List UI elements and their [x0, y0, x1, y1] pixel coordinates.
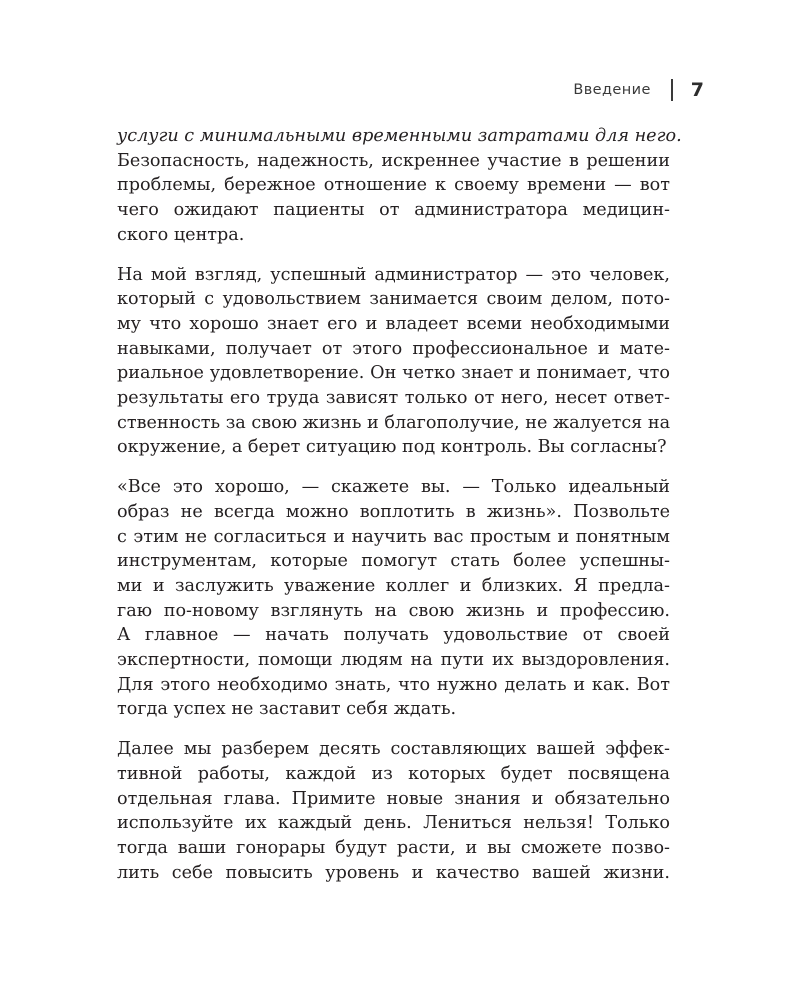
- text-line: чего ожидают пациенты от администратора медицин-: [117, 200, 670, 221]
- text-line: ми и заслужить уважение коллег и близких. Я предла-: [117, 575, 670, 596]
- text-line: риальное удовлетворение. Он четко знает и понимает, что: [117, 363, 670, 384]
- text-line: тогда успех не заставит себя ждать.: [117, 699, 457, 720]
- text-line: навыками, получает от этого профессиональное и мате-: [117, 338, 670, 359]
- text-line: му что хорошо знает его и владеет всеми необходимыми: [117, 313, 670, 334]
- header-divider: [671, 79, 673, 101]
- text-line: образ не всегда можно воплотить в жизнь». Позвольте: [117, 501, 670, 522]
- text-line: гаю по-новому взглянуть на свою жизнь и профессию.: [117, 600, 670, 621]
- text-line: Для этого необходимо знать, что нужно делать и как. Вот: [117, 674, 670, 695]
- running-header: [573, 76, 704, 104]
- text-line: «Все это хорошо, — скажете вы. — Только идеальный: [117, 477, 670, 498]
- text-line: используйте их каждый день. Лениться нельзя! Только: [117, 813, 670, 834]
- text-line: который с удовольствием занимается своим делом, пото-: [117, 289, 670, 310]
- page-number: 7: [690, 79, 704, 101]
- paragraph-1: [117, 124, 682, 248]
- text-line: инструментам, которые помогут стать более успешны-: [117, 551, 670, 572]
- text-line: услуги с минимальными временными затратами для него.: [117, 126, 682, 146]
- text-line: ственность за свою жизнь и благополучие, не жалуется на: [117, 412, 671, 433]
- text-line: лить себе повысить уровень и качество вашей жизни.: [117, 862, 670, 883]
- text-line: Безопасность, надежность, искреннее участие в решении: [117, 150, 670, 171]
- text-line: окружение, а берет ситуацию под контроль. Вы согласны?: [117, 437, 667, 458]
- text-line: ского центра.: [117, 224, 245, 245]
- text-line: На мой взгляд, успешный администратор — это человек,: [117, 264, 670, 285]
- paragraph-4: [117, 737, 670, 885]
- section-title: Введение: [573, 82, 651, 98]
- paragraph-2: [117, 263, 670, 461]
- text-line: Далее мы разберем десять составляющих вашей эффек-: [117, 739, 670, 760]
- text-line: тивной работы, каждой из которых будет посвящена: [117, 763, 670, 784]
- page-body: [117, 124, 682, 900]
- text-line: тогда ваши гонорары будут расти, и вы сможете позво-: [117, 837, 670, 858]
- text-line: проблемы, бережное отношение к своему времени — вот: [117, 175, 670, 196]
- text-line: с этим не согласиться и научить вас простым и понятным: [117, 526, 670, 547]
- paragraph-3: [117, 475, 670, 722]
- text-line: А главное — начать получать удовольствие от своей: [117, 625, 670, 646]
- text-line: экспертности, помощи людям на пути их выздоровления.: [117, 650, 670, 671]
- text-line: отдельная глава. Примите новые знания и обязательно: [117, 788, 670, 809]
- text-line: результаты его труда зависят только от него, несет ответ-: [117, 388, 670, 409]
